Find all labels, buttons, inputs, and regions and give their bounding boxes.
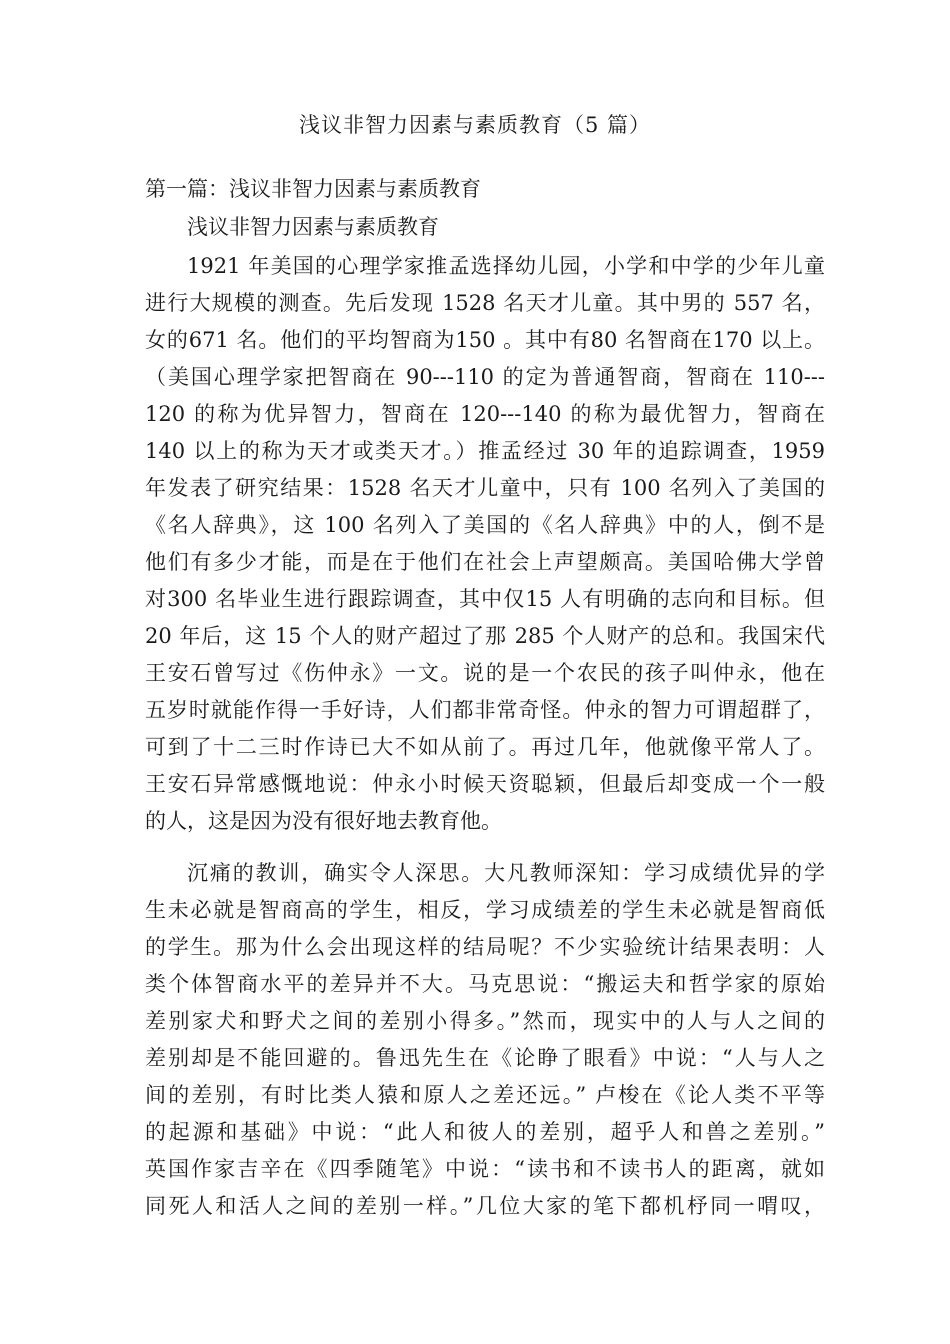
text-line: 120 的称为优异智力，智商在 120---140 的称为最优智力，智商在 [145, 402, 825, 426]
text-line: 同死人和活人之间的差别一样。”几位大家的笔下都机杼同一喟叹， [145, 1194, 825, 1218]
text-line: 王安石异常感慨地说：仲永小时候天资聪颖，但最后却变成一个一般 [145, 772, 825, 796]
text-line: 间的差别，有时比类人猿和原人之差还远。” 卢梭在《论人类不平等 [145, 1083, 825, 1107]
text-line: 的人，这是因为没有很好地去教育他。 [145, 809, 502, 833]
text-line: 年发表了研究结果：1528 名天才儿童中，只有 100 名列入了美国的 [145, 476, 825, 500]
text-line: 五岁时就能作得一手好诗，人们都非常奇怪。仲永的智力可谓超群了， [145, 698, 825, 722]
text-line: 类个体智商水平的差异并不大。马克思说：“搬运夫和哲学家的原始 [145, 972, 825, 996]
text-line: 王安石曾写过《伤仲永》一文。说的是一个农民的孩子叫仲永，他在 [145, 661, 825, 685]
text-line: 进行大规模的测查。先后发现 1528 名天才儿童。其中男的 557 名， [145, 291, 825, 315]
text-line: 的起源和基础》中说：“此人和彼人的差别，超乎人和兽之差别。” [145, 1120, 825, 1144]
text-line: 他们有多少才能，而是在于他们在社会上声望颇高。美国哈佛大学曾 [145, 550, 825, 574]
text-line: 女的671 名。他们的平均智商为150 。其中有80 名智商在170 以上。 [145, 328, 825, 352]
text-line: 1921 年美国的心理学家推孟选择幼儿园，小学和中学的少年儿童 [187, 254, 825, 278]
paragraph [145, 248, 825, 840]
text-line: 差别却是不能回避的。鲁迅先生在《论睁了眼看》中说：“人与人之 [145, 1046, 825, 1070]
section-heading: 第一篇：浅议非智力因素与素质教育 [145, 177, 481, 201]
text-line: 140 以上的称为天才或类天才。）推孟经过 30 年的追踪调查，1959 [145, 439, 825, 463]
text-line: 生未必就是智商高的学生，相反，学习成绩差的学生未必就是智商低 [145, 898, 825, 922]
text-line: 对300 名毕业生进行跟踪调查，其中仅15 人有明确的志向和目标。但 [145, 587, 825, 611]
text-line: 沉痛的教训，确实令人深思。大凡教师深知：学习成绩优异的学 [187, 861, 825, 885]
article-body [145, 248, 825, 1240]
text-line: 英国作家吉辛在《四季随笔》中说：“读书和不读书人的距离，就如 [145, 1157, 825, 1181]
article-subtitle: 浅议非智力因素与素质教育 [187, 215, 439, 239]
text-line: 可到了十二三时作诗已大不如从前了。再过几年，他就像平常人了。 [145, 735, 825, 759]
text-line: 差别家犬和野犬之间的差别小得多。”然而，现实中的人与人之间的 [145, 1009, 825, 1033]
text-line: （美国心理学家把智商在 90---110 的定为普通智商，智商在 110--- [145, 365, 825, 389]
text-line: 20 年后，这 15 个人的财产超过了那 285 个人财产的总和。我国宋代 [145, 624, 825, 648]
document-title: 浅议非智力因素与素质教育（5 篇） [298, 113, 652, 137]
text-line: 的学生。那为什么会出现这样的结局呢？不少实验统计结果表明：人 [145, 935, 825, 959]
paragraph [145, 855, 825, 1225]
text-line: 《名人辞典》，这 100 名列入了美国的《名人辞典》中的人，倒不是 [145, 513, 825, 537]
